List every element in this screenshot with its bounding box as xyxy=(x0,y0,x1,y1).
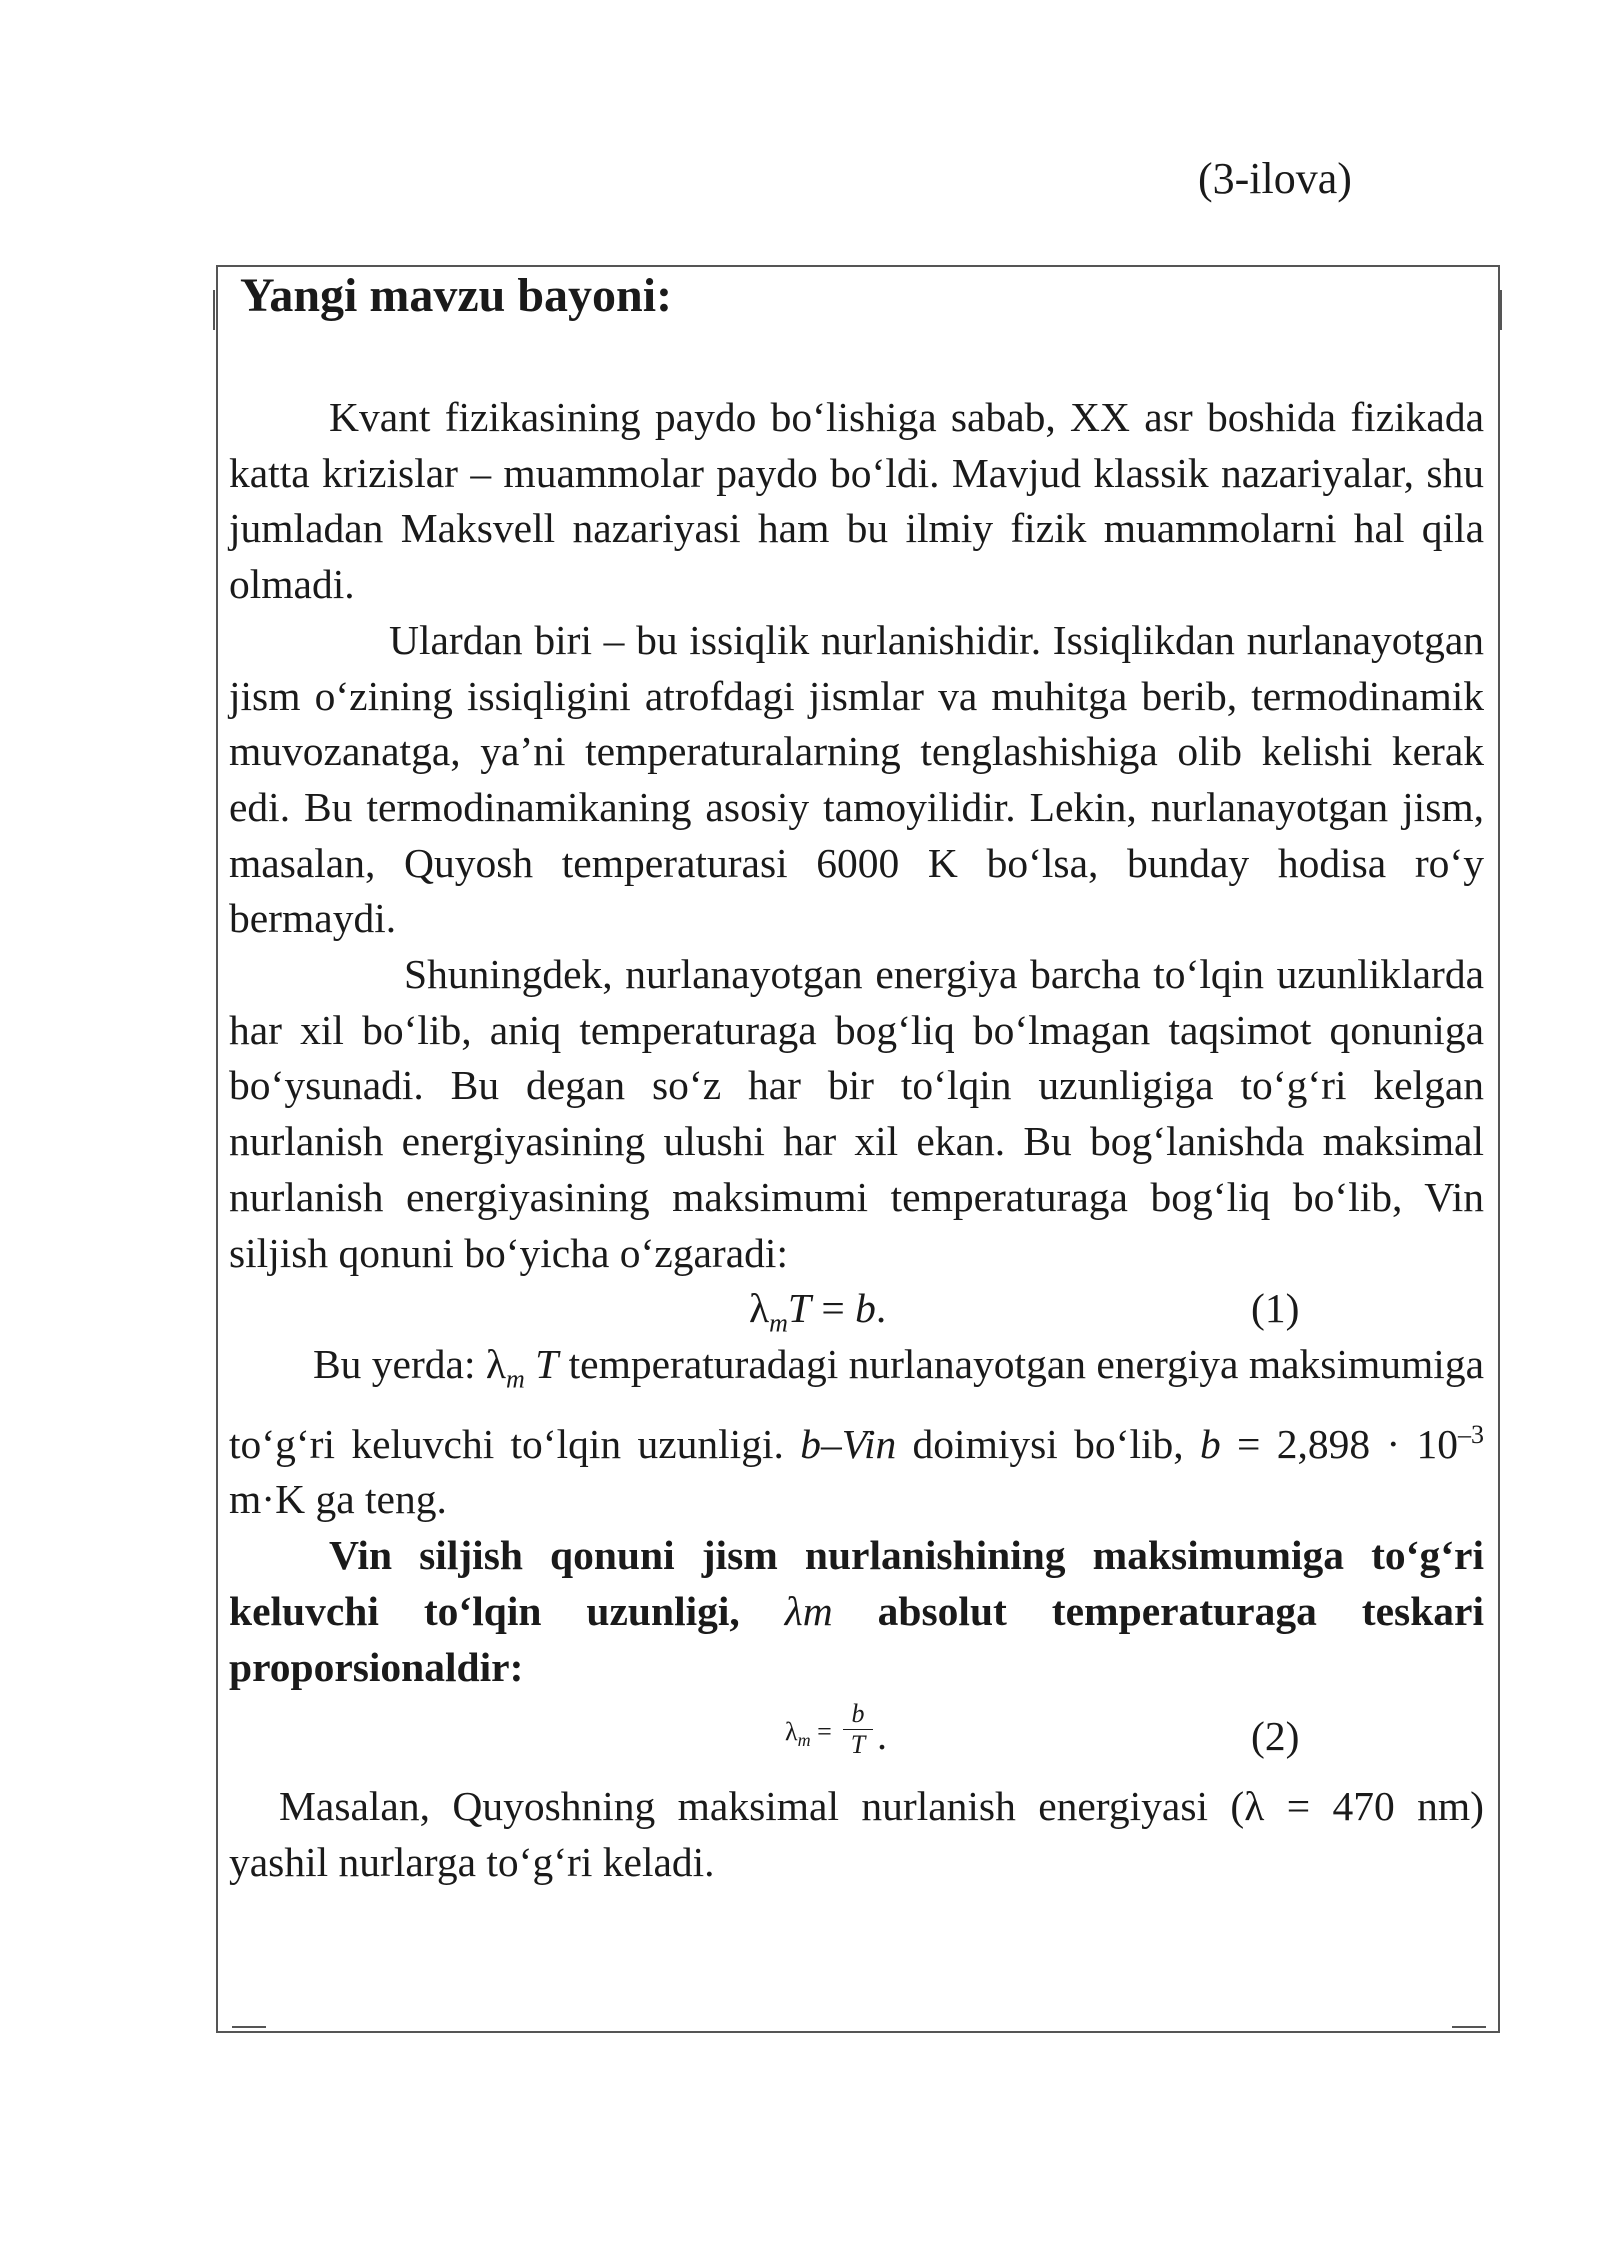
equation-2: $\lambda_m$ = b T . (2) xyxy=(229,1695,1484,1779)
paragraph-sun-example: Masalan, Quyoshning maksimal nurlanish energiyasi (λ = 470 nm) yashil nurlarga to‘g‘ri keladi. xyxy=(229,1783,1484,1885)
paragraph-distribution: Shuningdek, nurlanayotgan energiya barcha to‘lqin uzunliklarda har xil bo‘lib, aniq temperaturaga bog‘liq bo‘lmagan taqsimot qonuniga bo‘ysunadi. Bu degan so‘z har bir to‘lqin uzunligiga to‘g‘ri kelgan nurlanish energiyasining ulushi har xil ekan. Bu bog‘lanishda maksimal nurlanish energiyasining maksimumi temperaturaga bog‘liq bo‘lib, Vin siljish qonuni bo‘yicha o‘zgaradi: xyxy=(229,951,1484,1276)
frame-bottom-right-tick xyxy=(1452,2026,1486,2028)
annex-label: (3-ilova) xyxy=(1198,154,1352,203)
paragraph-intro: Kvant fizikasining paydo bo‘lishiga sabab, XX asr boshida fizikada katta krizislar – muammolar paydo bo‘ldi. Mavjud klassik nazariyalar, shu jumladan Maksvell nazariyasi ham bu ilmiy fizik muammolarni hal qila olmadi. xyxy=(229,394,1484,608)
paragraph-explanation: Bu yerda: $\lambda_m$ T temperaturadagi nurlanayotgan energiya maksimumiga to‘g‘ri keluvchi to‘lqin uzunligi. b–Vin doimiysi bo‘lib, $b = 2,898 \cdot 10^{-3}$ m·K ga teng. xyxy=(229,1340,1484,1523)
frame-bottom-left-tick xyxy=(232,2026,266,2028)
equation-1-number: (1) xyxy=(1251,1285,1300,1332)
equation-1-formula: $\lambda_mT = b$. xyxy=(749,1285,887,1338)
frame-left-marker xyxy=(213,290,215,330)
equation-2-number: (2) xyxy=(1251,1713,1300,1760)
paragraph-wien-law: Vin siljish qonuni jism nurlanishining maksimumiga to‘g‘ri keluvchi to‘lqin uzunligi, λm absolut temperaturaga teskari proporsionaldir: xyxy=(229,1532,1484,1690)
equation-1 xyxy=(229,1281,1484,1337)
frame-right-marker xyxy=(1500,290,1502,330)
section-heading: Yangi mavzu bayoni: xyxy=(240,269,673,322)
paragraph-thermal-radiation: Ulardan biri – bu issiqlik nurlanishidir. Issiqlikdan nurlanayotgan jism o‘zining issiqligini atrofdagi jismlar va muhitga berib, termodinamik muvozanatga, ya’ni temperaturalarning tenglashishiga olib kelishi kerak edi. Bu termodinamikaning asosiy tamoyilidir. Lekin, nurlanayotgan jism, masalan, Quyosh temperaturasi 6000 K bo‘lsa, bunday hodisa ro‘y bermaydi. xyxy=(229,616,1484,942)
body-text xyxy=(229,390,1484,1891)
